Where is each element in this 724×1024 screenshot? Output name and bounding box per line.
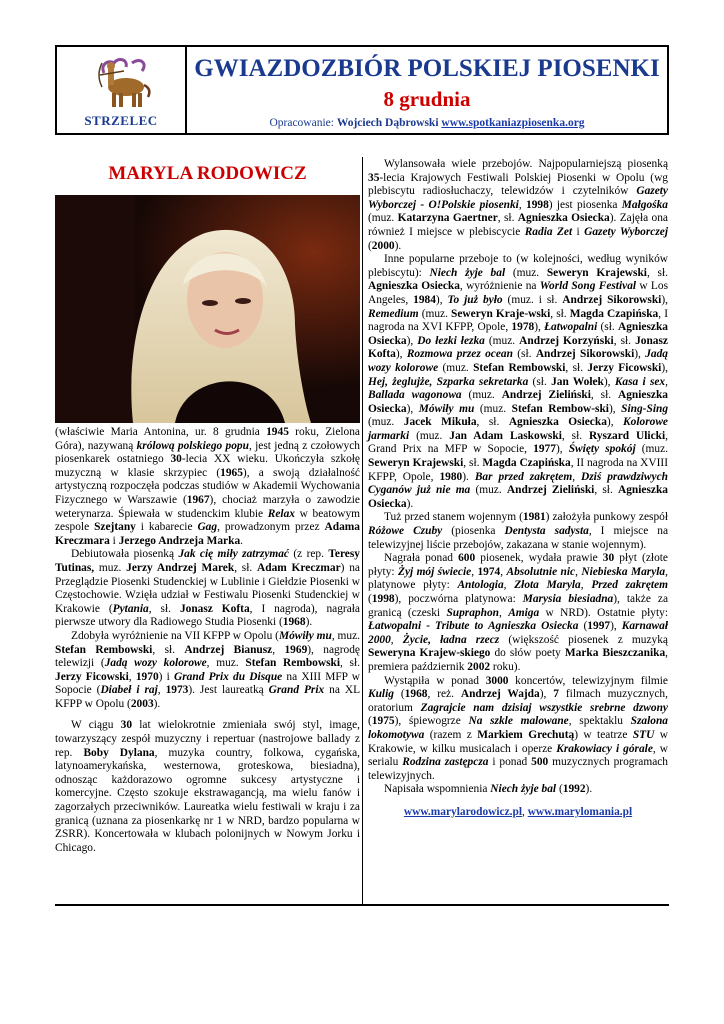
bio-paragraph: Wylansowała wiele przebojów. Najpopularniejszą piosenką 35-lecia Krajowych Festiwali Polskiej Piosenki w Opolu (wg plebiscytu radiosłuchaczy, telewidzów i czytelników Gazety Wyborczej - O!Polskie piosenki, 1998) jest piosenka Małgośka (muz. Katarzyna Gaertner, sł. Agnieszka Osiecka). Zajęła ona również I miejsce w plebiscycie Radia Zet i Gazety Wyborczej (2000). <box>368 158 668 252</box>
bio-paragraph: Nagrała ponad 600 piosenek, wydała prawie 30 płyt (złote płyty: Żyj mój świecie, 1974, Absolutnie nic, Niebieska Maryla, platynowe płyty: Antologia, Złota Maryla, Przed zakrętem (1998), poczwórna platynowa: Marysia biesiadna), także za granicą (czeski Supraphon, Amiga w NRD). Ostatnie płyty: Łatwopalni - Tribute to Agnieszka Osiecka (1997), Karnawał 2000, Życie, ładna rzecz (większość piosenek z muzyką Seweryna Krajew-skiego do słów poety Marka Bieszczanika, premiera październik 2002 roku). <box>368 552 669 673</box>
bio-left-column <box>55 426 360 855</box>
artist-name: MARYLA RODOWICZ <box>108 163 307 184</box>
portrait-image <box>55 195 360 423</box>
bio-paragraph: Napisała wspomnienia Niech żyje bal (1992). <box>384 783 593 796</box>
page-date: 8 grudnia <box>383 87 471 111</box>
footer-rule <box>55 904 669 906</box>
page-title: GWIAZDOZBIÓR POLSKIEJ PIOSENKI <box>194 55 660 82</box>
artist-links: www.marylarodowicz.pl, www.marylomania.pl <box>403 805 633 818</box>
bio-paragraph: Zdobyła wyróżnienie na VII KFPP w Opolu (Mówiły mu, muz. Stefan Rembowski, sł. Andrzej Bianusz, 1969), nagrodę telewizji (Jadą wozy kolorowe, muz. Stefan Rembowski, sł. Jerzy Ficowski, 1970) i Grand Prix du Disque na XIII MFP w Sopocie (Diabeł i raj, 1973). Jest laureatką Grand Prix na XL KFPP w Opolu (2003). <box>55 629 361 710</box>
bio-paragraph: (właściwie Maria Antonina, ur. 8 grudnia 1945 roku, Zielona Góra), nazywaną królową polskiego popu, jest jedną z czołowych piosenkarek ostatniego 30-lecia XX wieku. Ukończyła szkołę muzyczną w klasie skrzypiec (1965), a swoją działalność artystyczną rozpoczęła podczas studiów w Akademii Wychowania Fizycznego w Warszawie (1967), chociaż marzyła o zawodzie weterynarza. Śpiewała w studenckim klubie Relax w beatowym zespole Szejtany i kabarecie Gag, prowadzonym przez Adama Kreczmara i Jerzego Andrzeja Marka. <box>55 426 361 547</box>
zodiac-sign-label: STRZELEC <box>84 113 158 128</box>
bio-paragraph: Inne popularne przeboje to (w kolejności, według wyników plebiscytu): Niech żyje bal (muz. Seweryn Krajewski, sł. Agnieszka Osiecka, wyróżnienie na World Song Festival w Los Angeles, 1984), To już było (muz. i sł. Andrzej Sikorowski), Remedium (muz. Seweryn Kraje-wski, sł. Magda Czapińska, I nagroda na XVI KFPP, Opole, 1978), Łatwopalni (sł. Agnieszka Osiecka), Do łezki łezka (muz. Andrzej Korzyński, sł. Jonasz Kofta), Rozmowa przez ocean (sł. Andrzej Sikorowski), Jadą wozy kolorowe (muz. Stefan Rembowski, sł. Jerzy Ficowski), Hej, żeglujże, Szparka sekretarka (sł. Jan Wołek), Kasa i sex, Ballada wagonowa (muz. Andrzej Zieliński, sł. Agnieszka Osiecka), Mówiły mu (muz. Stefan Rembow-ski), Sing-Sing (muz. Jacek Mikuła, sł. Agnieszka Osiecka), Kolorowe jarmarki (muz. Jan Adam Laskowski, sł. Ryszard Ulicki, Grand Prix na MFP w Sopocie, 1977), Święty spokój (muz. Seweryn Krajewski, sł. Magda Czapińska, II nagroda na XVIII KFPP, Opole, 1980). Bar przed zakrętem, Dziś prawdziwych Cyganów już nie ma (muz. Andrzej Zieliński, sł. Agnieszka Osiecka). <box>368 253 669 510</box>
credit-author: Wojciech Dąbrowski <box>336 117 439 129</box>
artist-link-marylarodowicz[interactable]: www.marylarodowicz.pl <box>403 805 522 818</box>
column-divider <box>362 157 363 904</box>
page-header <box>55 45 669 135</box>
sagittarius-centaur-icon <box>82 53 162 115</box>
bio-right-column <box>368 158 668 820</box>
artist-link-marylomania[interactable]: www.marylomania.pl <box>527 805 633 818</box>
zodiac-logo-box <box>57 47 187 133</box>
bio-paragraph: Tuż przed stanem wojennym (1981) założyła punkowy zespół Różowe Czuby (piosenka Dentysta sadysta, I miejsce na telewizyjnej liście przebojów, zakazana w stanie wojennym). <box>368 511 669 551</box>
credit-prefix: Opracowanie: <box>269 117 337 129</box>
artist-photo <box>55 195 360 423</box>
bio-paragraph: Wystąpiła w ponad 3000 koncertów, telewizyjnym filmie Kulig (1968, reż. Andrzej Wajda), 7 filmach muzycznych, oratorium Zagrajcie nam dzisiaj wszystkie srebrne dzwony (1975), śpiewogrze Na szkle malowane, spektaklu Szalona lokomotywa (razem z Markiem Grechutą) w teatrze STU w Krakowie, w kilku musicalach i operze Krakowiacy i górale, w serialu Rodzina zastępcza i ponad 500 muzycznych programach telewizyjnych. <box>368 674 669 782</box>
bio-paragraph: W ciągu 30 lat wielokrotnie zmieniała swój styl, image, towarzyszący zespół muzyczny i repertuar (nastrojowe ballady z rep. Boby Dylana, muzyka country, folkowa, cygańska, latynoamerykańska, westernowa, groteskowa, biesiadna), odnosząc każdorazowo ogromne sukcesy artystyczne i komercyjne. Często szokuje ekstrawagancją, ma wielu fanów i zagorzałych przeciwników. Laureatka wielu festiwali w kraju i za granicą (uznana za piosenkarkę nr 1 w NRD, bardzo popularna w ZSRR). Koncertowała w klubach polonijnych w Nowym Jorku i Chicago. <box>55 719 360 854</box>
credit-link[interactable]: www.spotkaniazpiosenka.org <box>441 117 585 129</box>
bio-paragraph: Debiutowała piosenką Jak cię miły zatrzymać (z rep. Teresy Tutinas, muz. Jerzy Andrzej Marek, sł. Adam Kreczmar) na Przeglądzie Piosenki Studenckiej w Lublinie i Giełdzie Piosenki w Częstochowie. Wzięła udział w Festiwalu Piosenki Studenckiej w Krakowie (Pytania, sł. Jonasz Kofta, I nagroda), nagrała pierwsze utwory dla Radiowego Studia Piosenki (1968). <box>55 548 360 629</box>
credit-line <box>187 117 667 129</box>
